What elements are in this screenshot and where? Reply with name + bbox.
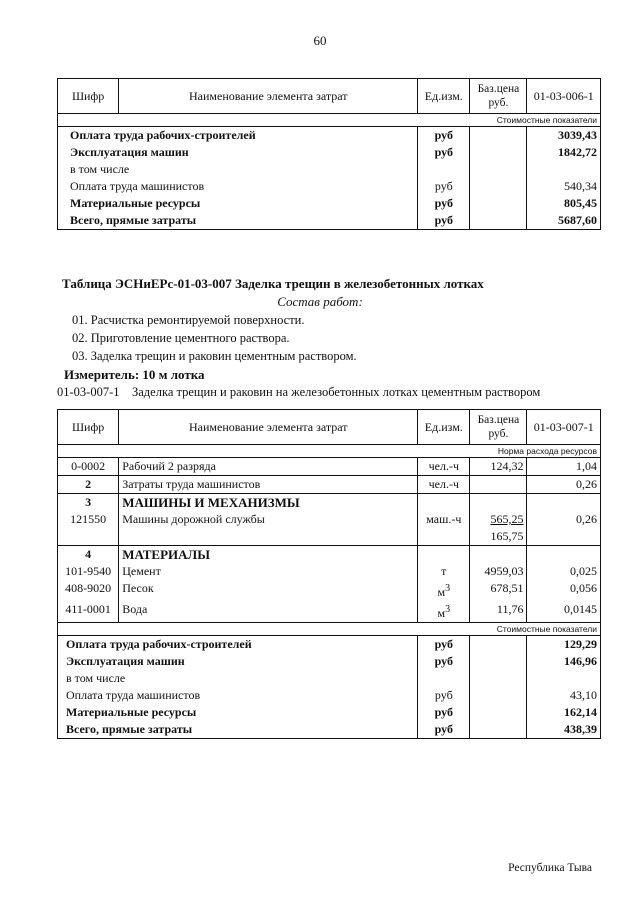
header-base-price: Баз.цена руб. [470,79,527,114]
header-base-price: Баз.цена руб. [470,410,527,445]
cost-name: Эксплуатация машин [58,653,418,670]
section-title: Таблица ЭСНиЕРс-01-03-007 Заделка трещин в железобетонных лотках [62,276,484,291]
resource-price-secondary: 165,75 [470,528,527,546]
table-row [58,653,601,670]
measure-unit: Измеритель: 10 м лотка [64,367,205,382]
item-description: Заделка трещин и раковин на железобетонных лотках цементным раствором [132,385,541,399]
cost-unit: руб [418,721,470,739]
header-code: Шифр [58,410,119,445]
resource-price: 124,32 [470,458,527,476]
resource-value: 0,26 [527,476,601,494]
cost-name: Оплата труда рабочих-строителей [58,127,418,145]
cost-value: 540,34 [527,178,601,195]
header-column-code: 01-03-006-1 [527,79,601,114]
resource-name: Затраты труда машинистов [119,476,418,494]
table-row [58,127,601,145]
cost-value: 162,14 [527,704,601,721]
section-code: 4 [58,546,119,564]
table-header [58,79,601,114]
cost-table-01-03-006 [57,78,601,230]
header-unit: Ед.изм. [418,410,470,445]
resource-unit: чел.-ч [418,458,470,476]
table-row [58,563,601,580]
resource-name: Вода [119,601,418,623]
cost-name: Оплата труда машинистов [58,178,418,195]
resource-code: 0-0002 [58,458,119,476]
resource-price: 4959,03 [470,563,527,580]
work-item: 02. Приготовление цементного раствора. [72,331,290,345]
cost-name: Материальные ресурсы [58,195,418,212]
cost-unit: руб [418,144,470,161]
band-cost-indicators: Стоимостные показатели [58,623,601,636]
resource-code: 411-0001 [58,601,119,623]
unit-superscript: 3 [445,604,451,615]
cost-value: 805,45 [527,195,601,212]
page-number: 60 [313,33,327,48]
cost-value: 129,29 [527,636,601,654]
resource-code: 408-9020 [58,580,119,601]
cost-name: Оплата труда машинистов [58,687,418,704]
cost-name: Материальные ресурсы [58,704,418,721]
band-resource-norms: Норма расхода ресурсов [58,445,601,458]
resource-code: 121550 [58,511,119,528]
resource-name: Песок [119,580,418,601]
header-column-code: 01-03-007-1 [527,410,601,445]
resource-name: Рабочий 2 разряда [119,458,418,476]
resource-value: 0,26 [527,511,601,528]
cost-value: 1842,72 [527,144,601,161]
table-row [58,528,601,546]
resource-value: 0,056 [527,580,601,601]
table-row [58,687,601,704]
resource-unit: м [437,606,446,620]
header-name: Наименование элемента затрат [119,410,418,445]
table-row [58,704,601,721]
section-name: МАТЕРИАЛЫ [119,546,418,564]
resource-price: 678,51 [470,580,527,601]
section-name: МАШИНЫ И МЕХАНИЗМЫ [119,494,418,512]
resource-unit: чел.-ч [418,476,470,494]
cost-value: 43,10 [527,687,601,704]
cost-name: Эксплуатация машин [58,144,418,161]
table-row [58,144,601,161]
table-row [58,580,601,601]
cost-unit: руб [418,178,470,195]
resource-value: 0,0145 [527,601,601,623]
table-header [58,410,601,445]
table-row [58,161,601,178]
table-row [58,721,601,739]
section-row [58,494,601,512]
table-row [58,476,601,494]
table-row [58,601,601,623]
resource-name: Машины дорожной службы [119,511,418,528]
cost-name: в том числе [58,161,418,178]
cost-value: 146,96 [527,653,601,670]
header-code: Шифр [58,79,119,114]
section-code: 3 [58,494,119,512]
cost-name: Всего, прямые затраты [58,721,418,739]
resource-value: 0,025 [527,563,601,580]
footer-region: Республика Тыва [508,862,592,874]
resource-unit: маш.-ч [418,511,470,528]
cost-name: Всего, прямые затраты [58,212,418,230]
header-unit: Ед.изм. [418,79,470,114]
cost-unit: руб [418,704,470,721]
cost-unit: руб [418,687,470,704]
cost-unit: руб [418,212,470,230]
resource-code: 2 [58,476,119,494]
unit-superscript: 3 [445,583,451,594]
cost-value: 438,39 [527,721,601,739]
header-name: Наименование элемента затрат [119,79,418,114]
cost-name: в том числе [58,670,418,687]
section-row [58,546,601,564]
item-code: 01-03-007-1 [57,385,120,399]
table-row [58,212,601,230]
cost-unit: руб [418,195,470,212]
resource-name: Цемент [119,563,418,580]
cost-value: 3039,43 [527,127,601,145]
table-row [58,511,601,528]
table-row [58,670,601,687]
cost-value: 5687,60 [527,212,601,230]
band-cost-indicators: Стоимостные показатели [58,114,601,127]
table-row [58,458,601,476]
cost-unit: руб [418,653,470,670]
resource-price: 11,76 [470,601,527,623]
resource-value: 1,04 [527,458,601,476]
resource-code: 101-9540 [58,563,119,580]
resource-price: 565,25 [490,512,524,526]
resource-unit: т [418,563,470,580]
cost-name: Оплата труда рабочих-строителей [58,636,418,654]
work-item: 01. Расчистка ремонтируемой поверхности. [72,313,305,327]
table-row [58,636,601,654]
cost-unit: руб [418,127,470,145]
resource-unit: м [437,585,446,599]
table-row [58,195,601,212]
resource-table-01-03-007 [57,409,601,739]
works-heading: Состав работ: [277,294,363,309]
work-item: 03. Заделка трещин и раковин цементным раствором. [72,349,357,363]
cost-unit: руб [418,636,470,654]
table-row [58,178,601,195]
